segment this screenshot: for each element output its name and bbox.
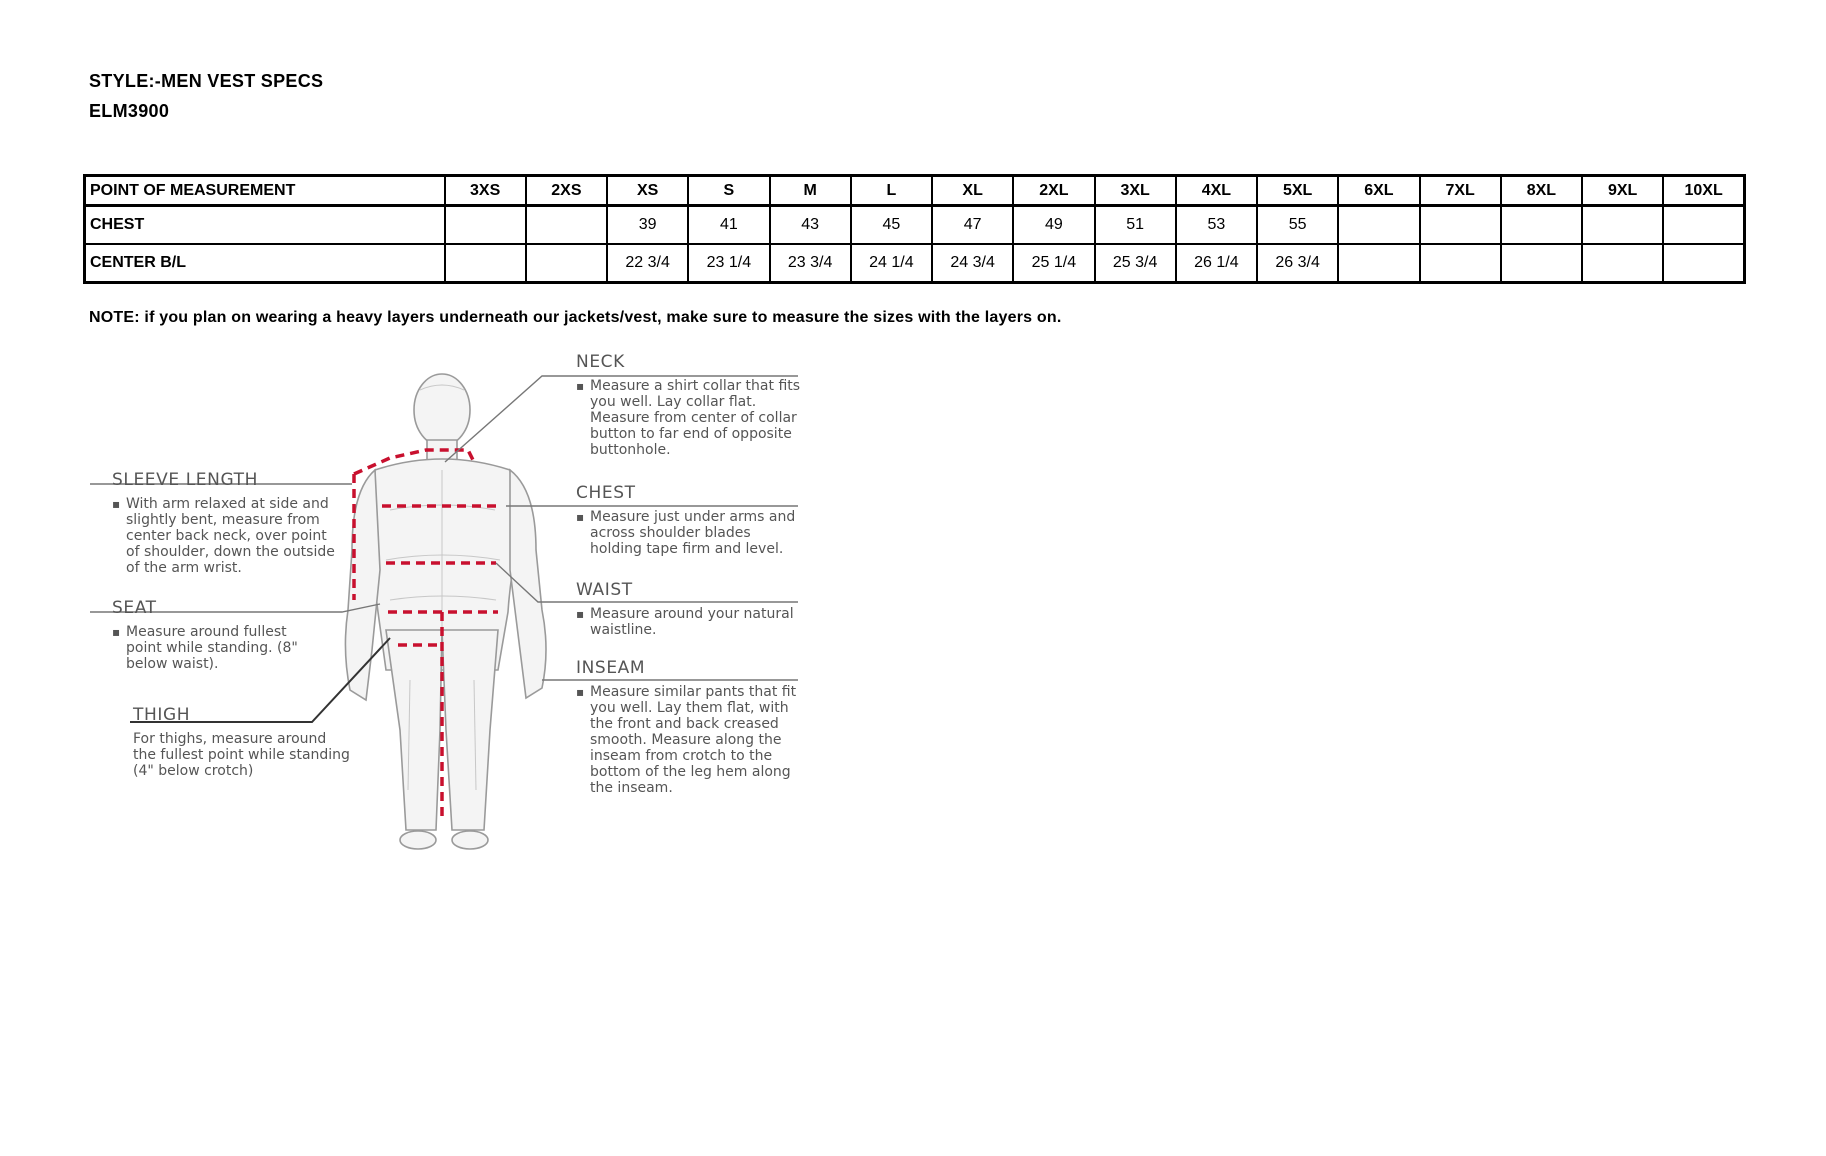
row-label: CHEST [85, 206, 445, 245]
inseam-heading: INSEAM [576, 658, 646, 678]
waist-label [576, 580, 806, 638]
table-cell [1338, 206, 1419, 245]
layering-note: NOTE: if you plan on wearing a heavy layers underneath our jackets/vest, make sure to measure the sizes with the layers on. [89, 309, 1062, 326]
table-row [85, 206, 1745, 245]
neck-text: ▪ Measure a shirt collar that fits you well. Lay collar flat. Measure from center of collar button to far end of opposite buttonhole. [576, 378, 806, 458]
table-cell [1420, 206, 1501, 245]
waist-heading: WAIST [576, 580, 633, 600]
seat-text: ▪ Measure around fullest point while standing. (8" below waist). [112, 624, 322, 672]
sleeve-length-label [112, 470, 342, 576]
waist-text: ▪ Measure around your natural waistline. [576, 606, 806, 638]
header-cell: 7XL [1420, 176, 1501, 206]
table-cell: 43 [770, 206, 851, 245]
header-cell: 3XL [1095, 176, 1176, 206]
thigh-text: For thighs, measure around the fullest point while standing (4" below crotch) [133, 731, 350, 779]
sleeve-length-text: ▪ With arm relaxed at side and slightly bent, measure from center back neck, over point of shoulder, down the outside of the arm wrist. [112, 496, 342, 576]
chest-text: ▪ Measure just under arms and across shoulder blades holding tape firm and level. [576, 509, 806, 557]
table-cell: 26 1/4 [1176, 244, 1257, 283]
header-cell: 4XL [1176, 176, 1257, 206]
table-cell: 39 [607, 206, 688, 245]
table-cell: 47 [932, 206, 1013, 245]
table-cell [1663, 206, 1744, 245]
table-cell [1501, 244, 1582, 283]
header-cell: XS [607, 176, 688, 206]
table-cell: 53 [1176, 206, 1257, 245]
table-cell: 23 3/4 [770, 244, 851, 283]
table-cell [1338, 244, 1419, 283]
inseam-text: ▪ Measure similar pants that fit you well. Lay them flat, with the front and back creased smooth. Measure along the inseam from crotch to the bottom of the leg hem along the inseam. [576, 684, 806, 796]
spec-table [83, 174, 1746, 284]
neck-label [576, 352, 806, 458]
table-cell [1501, 206, 1582, 245]
table-cell: 25 3/4 [1095, 244, 1176, 283]
seat-label [112, 598, 322, 672]
table-cell: 22 3/4 [607, 244, 688, 283]
header-cell: POINT OF MEASUREMENT [85, 176, 445, 206]
row-label: CENTER B/L [85, 244, 445, 283]
header-cell: M [770, 176, 851, 206]
table-cell: 25 1/4 [1013, 244, 1094, 283]
chest-label [576, 483, 806, 557]
seat-heading: SEAT [112, 598, 157, 618]
table-cell [445, 206, 526, 245]
header-cell: XL [932, 176, 1013, 206]
header-cell: 2XL [1013, 176, 1094, 206]
header-cell: 5XL [1257, 176, 1338, 206]
table-cell [1582, 206, 1663, 245]
style-code: ELM3900 [89, 101, 170, 121]
header-cell: 9XL [1582, 176, 1663, 206]
table-cell [1582, 244, 1663, 283]
table-cell [1420, 244, 1501, 283]
table-cell: 41 [688, 206, 769, 245]
table-cell: 55 [1257, 206, 1338, 245]
header-cell: 6XL [1338, 176, 1419, 206]
neck-heading: NECK [576, 352, 625, 372]
thigh-heading: THIGH [133, 705, 191, 725]
header-cell: 8XL [1501, 176, 1582, 206]
table-cell: 24 3/4 [932, 244, 1013, 283]
table-row [85, 244, 1745, 283]
table-cell [526, 206, 607, 245]
table-cell: 49 [1013, 206, 1094, 245]
header-cell: L [851, 176, 932, 206]
sleeve-length-heading: SLEEVE LENGTH [112, 470, 258, 490]
table-cell: 24 1/4 [851, 244, 932, 283]
table-header-row [85, 176, 1745, 206]
header-cell: 10XL [1663, 176, 1744, 206]
thigh-label [133, 705, 353, 779]
inseam-label [576, 658, 806, 796]
table-cell [1663, 244, 1744, 283]
table-cell [445, 244, 526, 283]
style-title: STYLE:-MEN VEST SPECS [89, 71, 324, 91]
table-cell [526, 244, 607, 283]
header-cell: 2XS [526, 176, 607, 206]
header-cell: S [688, 176, 769, 206]
body-figure [345, 374, 546, 849]
header-cell: 3XS [445, 176, 526, 206]
table-cell: 23 1/4 [688, 244, 769, 283]
table-cell: 51 [1095, 206, 1176, 245]
chest-heading: CHEST [576, 483, 636, 503]
table-cell: 45 [851, 206, 932, 245]
table-cell: 26 3/4 [1257, 244, 1338, 283]
